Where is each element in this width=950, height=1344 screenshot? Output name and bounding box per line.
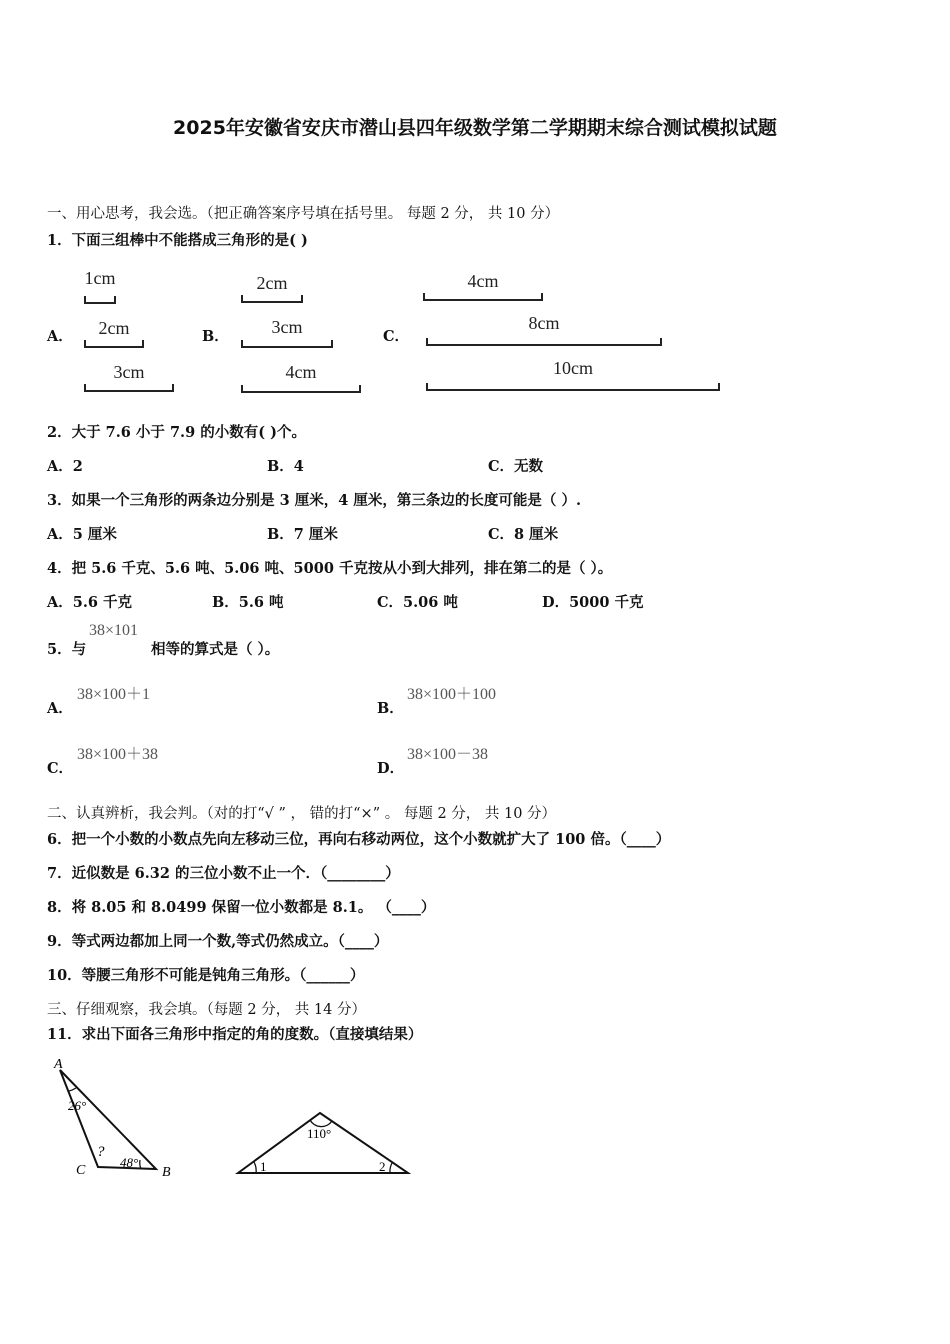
q2-option-c: C．无数 — [488, 458, 544, 475]
q5-option-b-label: B． — [377, 700, 404, 717]
q1-option-a-label: A． — [47, 328, 73, 345]
q2-option-b: B．4 — [267, 458, 304, 475]
stick-c2 — [426, 313, 662, 346]
q1-option-c-label: C． — [383, 328, 410, 345]
stick-c3 — [426, 358, 720, 391]
q5-option-d-expr: 38×100－38 — [407, 746, 489, 763]
obtuse-triangle-figure — [230, 1105, 420, 1185]
vertex-b-label: B — [162, 1165, 171, 1180]
q3-option-c: C．8 厘米 — [488, 526, 559, 543]
angle-1-label: 1 — [260, 1159, 267, 1174]
q4-option-c: C．5.06 吨 — [377, 594, 458, 611]
stick-b3 — [241, 362, 361, 393]
q5-option-b-expr: 38×100＋100 — [407, 686, 497, 703]
top-angle-value: 110° — [307, 1126, 332, 1141]
question-5-suffix: 相等的算式是（ ）。 — [151, 641, 280, 658]
q5-option-c-expr: 38×100＋38 — [77, 746, 159, 763]
question-10: 10．等腰三角形不可能是钝角三角形。（______） — [47, 967, 365, 984]
q4-option-a: A．5.6 千克 — [47, 594, 133, 611]
vertex-a-label: A — [54, 1057, 63, 1072]
stick-a1-label: 1cm — [84, 268, 116, 288]
stick-a3 — [84, 362, 174, 392]
question-2: 2．大于 7.6 小于 7.9 的小数有( )个。 — [47, 424, 307, 441]
q4-option-b: B．5.6 吨 — [212, 594, 284, 611]
question-5-expression: 38×101 — [89, 622, 139, 639]
stick-a2-label: 2cm — [98, 318, 130, 338]
q5-option-a-label: A． — [47, 700, 73, 717]
stick-c1 — [423, 271, 543, 301]
question-8: 8．将 8.05 和 8.0499 保留一位小数都是 8.1。 （____） — [47, 899, 436, 916]
stick-b1-label: 2cm — [256, 273, 288, 293]
question-1: 1．下面三组棒中不能搭成三角形的是( ) — [47, 232, 308, 249]
question-7: 7．近似数是 6.32 的三位小数不止一个．（________） — [47, 865, 400, 882]
stick-b1 — [241, 273, 303, 303]
question-9: 9．等式两边都加上同一个数,等式仍然成立。（____） — [47, 933, 389, 950]
angle-a-value: 26° — [68, 1098, 87, 1113]
stick-b2 — [241, 317, 333, 348]
angle-2-label: 2 — [379, 1159, 386, 1174]
q4-option-d: D．5000 千克 — [542, 594, 644, 611]
stick-a2 — [84, 318, 144, 348]
q5-option-a-expr: 38×100＋1 — [77, 686, 151, 703]
q5-option-d-label: D． — [377, 760, 405, 777]
unknown-angle-c: ? — [97, 1144, 105, 1160]
q1-option-b-label: B． — [202, 328, 229, 345]
stick-c3-label: 10cm — [553, 358, 593, 378]
stick-c1-label: 4cm — [467, 271, 499, 291]
vertex-c-label: C — [76, 1163, 86, 1178]
stick-a3-label: 3cm — [113, 362, 145, 382]
q3-option-b: B．7 厘米 — [267, 526, 338, 543]
stick-a1 — [84, 268, 116, 304]
q5-option-c-label: C． — [47, 760, 74, 777]
question-3: 3．如果一个三角形的两条边分别是 3 厘米，4 厘米，第三条边的长度可能是（ ）. — [47, 492, 582, 509]
stick-b2-label: 3cm — [271, 317, 303, 337]
triangle-abc-figure — [40, 1050, 190, 1185]
question-6: 6．把一个小数的小数点先向左移动三位，再向右移动两位，这个小数就扩大了 100 倍。（____） — [47, 831, 671, 848]
q3-option-a: A．5 厘米 — [47, 526, 117, 543]
section-1-heading: 一、用心思考，我会选。（把正确答案序号填在括号里。 每题 2 分， 共 10 分） — [47, 206, 560, 222]
question-4: 4．把 5.6 千克、5.6 吨、5.06 吨、5000 千克按从小到大排列，排在第二的是（ ）。 — [47, 560, 613, 577]
angle-b-value: 48° — [120, 1155, 139, 1170]
page-title: 2025年安徽省安庆市潜山县四年级数学第二学期期末综合测试模拟试题 — [173, 117, 777, 139]
q2-option-a: A．2 — [47, 458, 83, 475]
stick-b3-label: 4cm — [285, 362, 317, 382]
stick-c2-label: 8cm — [528, 313, 560, 333]
section-2-heading: 二、认真辨析，我会判。（对的打“√ ” ， 错的打“×” 。 每题 2 分， 共 10 分） — [47, 806, 557, 822]
question-11: 11．求出下面各三角形中指定的角的度数。（直接填结果） — [47, 1026, 423, 1043]
question-5-prefix: 5．与 — [47, 641, 87, 658]
section-3-heading: 三、仔细观察，我会填。（每题 2 分， 共 14 分） — [47, 1002, 366, 1018]
